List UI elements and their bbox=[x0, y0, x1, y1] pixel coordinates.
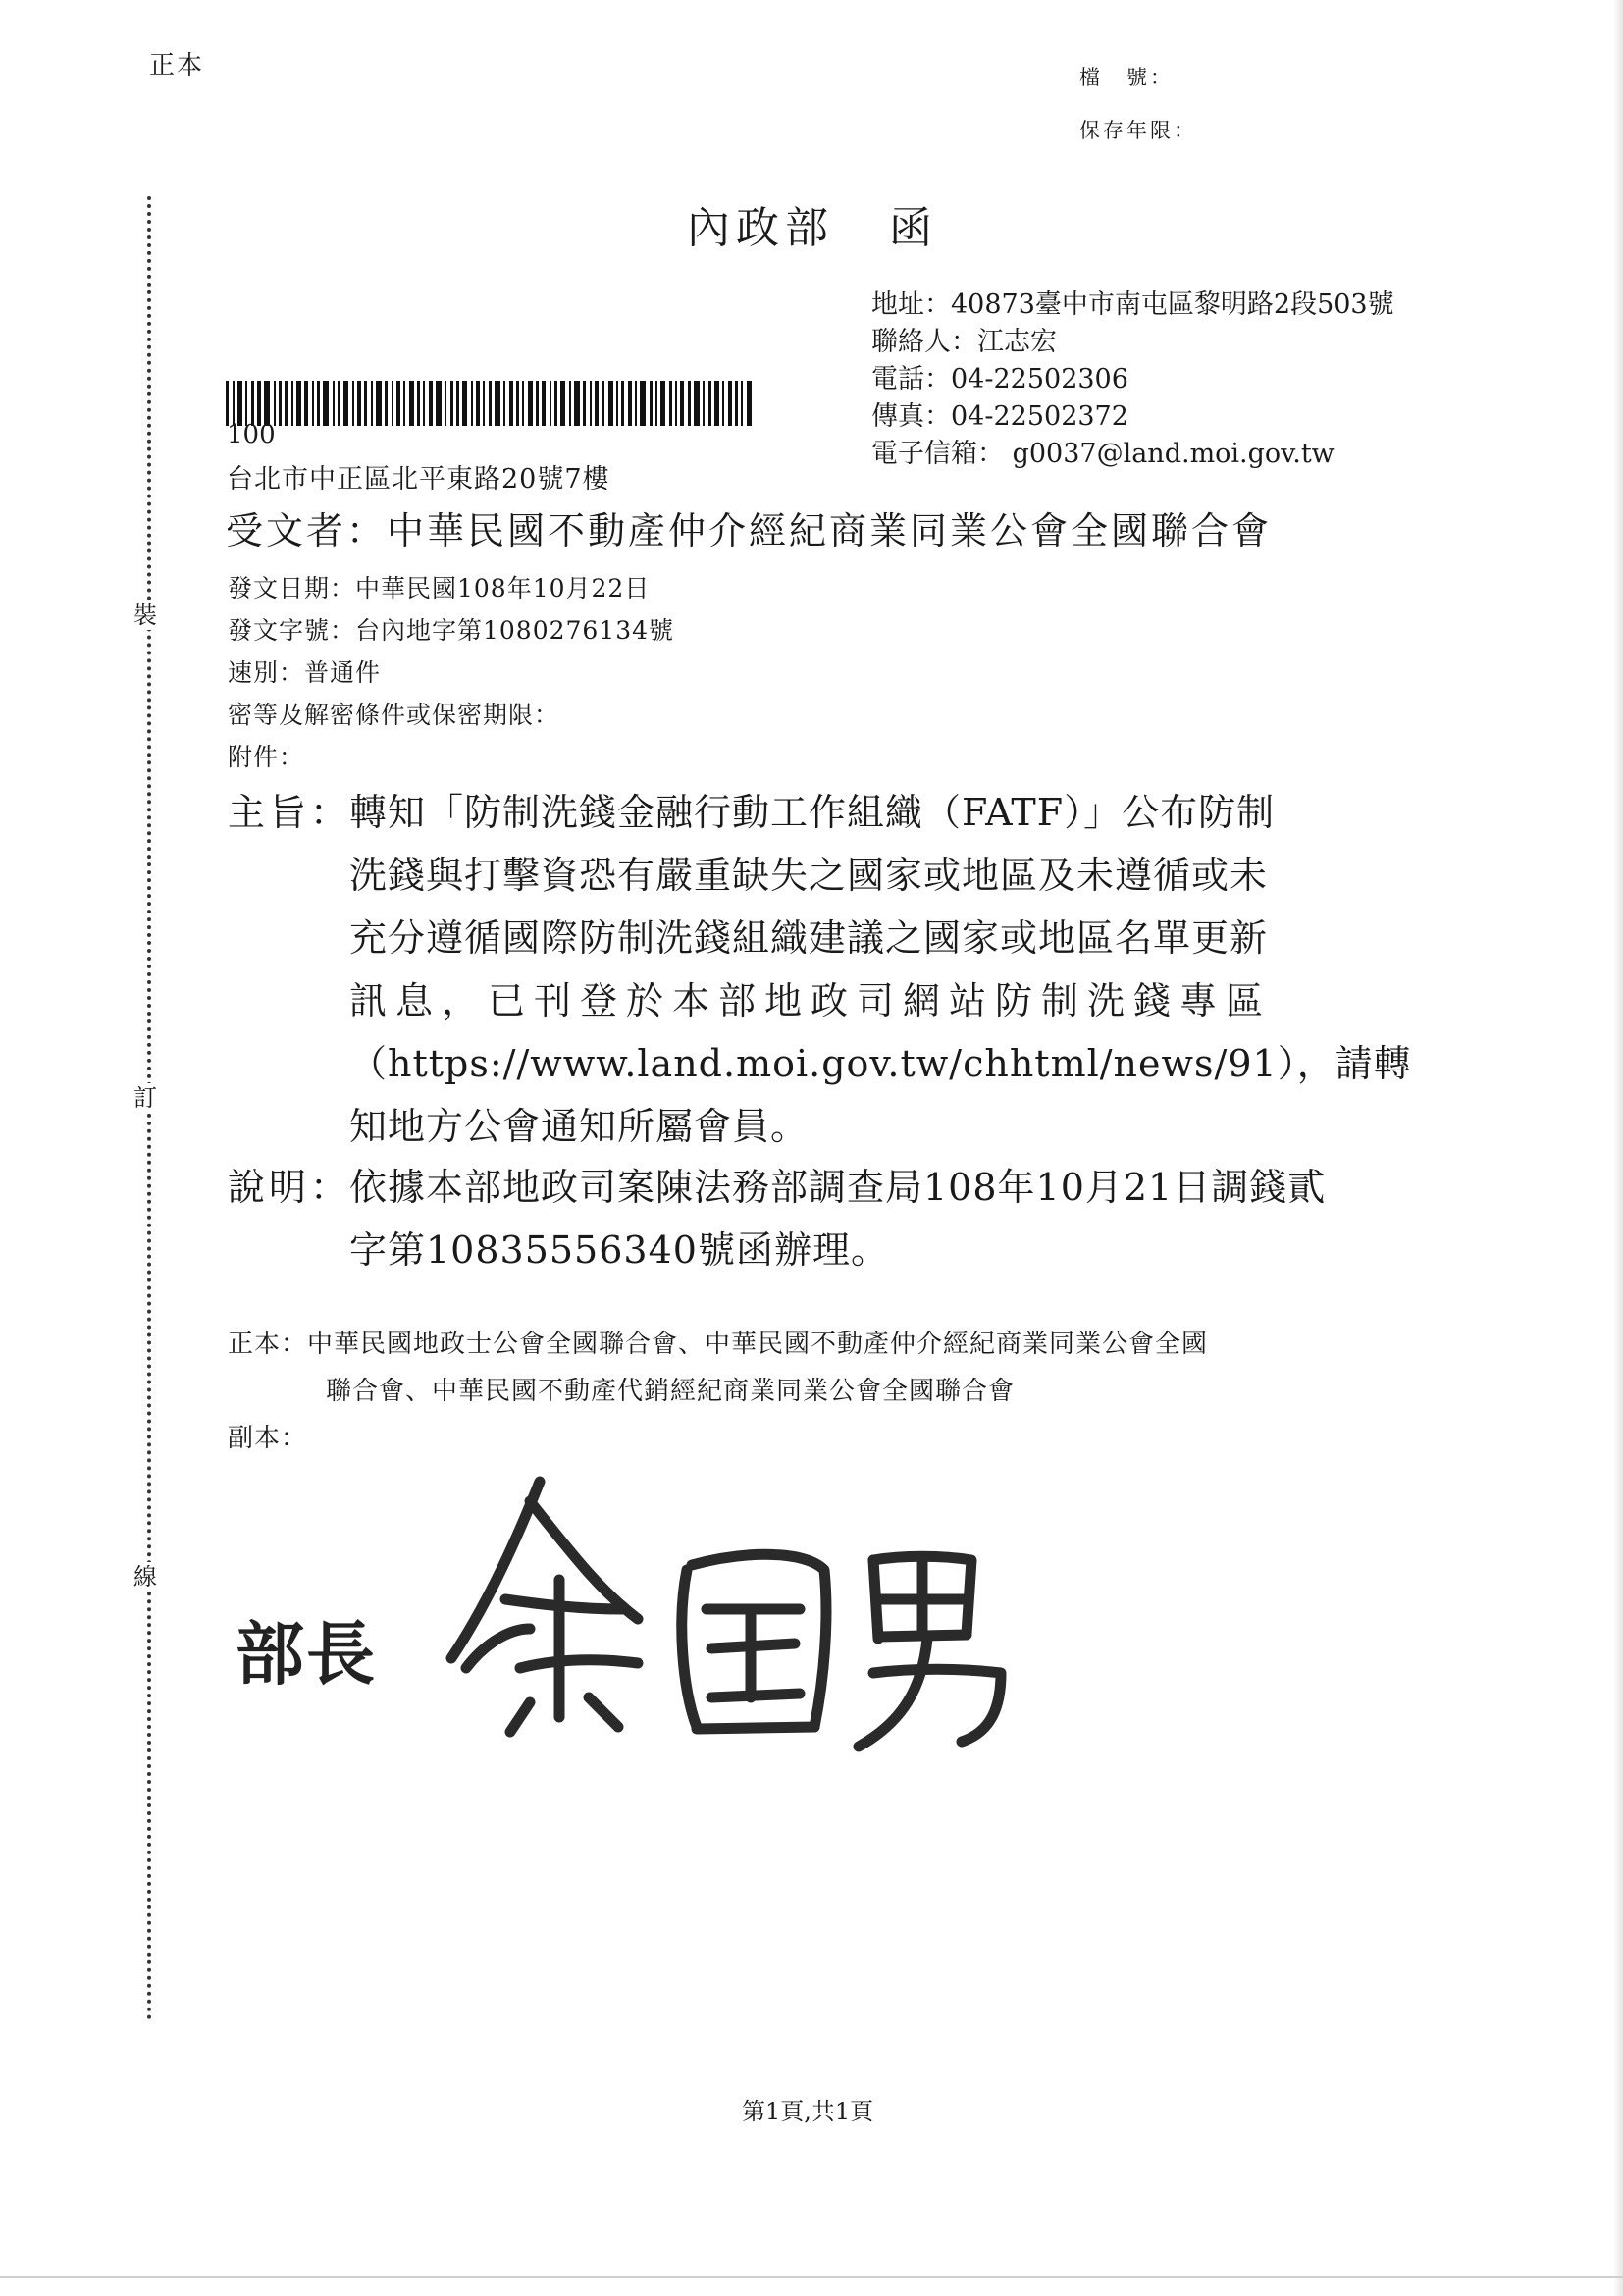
recipient: 受文者：中華民國不動產仲介經紀商業同業公會全國聯合會 bbox=[226, 509, 1273, 552]
barcode-bar bbox=[608, 381, 613, 426]
barcode-bar bbox=[569, 381, 571, 426]
title-type: 函 bbox=[889, 203, 938, 253]
barcode-bar bbox=[471, 381, 473, 426]
contact-person: 聯絡人：江志宏 bbox=[871, 327, 1057, 357]
barcode-bar bbox=[417, 381, 420, 426]
barcode-bar bbox=[509, 381, 513, 426]
issue-date: 發文日期：中華民國108年10月22日 bbox=[228, 574, 651, 602]
barcode-bar bbox=[688, 381, 691, 426]
distribution-block bbox=[228, 1321, 1208, 1462]
barcode-bar bbox=[640, 381, 646, 426]
subject-line-5: （https://www.land.moi.gov.tw/chhtml/news/91），請轉 bbox=[349, 1042, 1412, 1085]
barcode-bar bbox=[595, 381, 599, 426]
barcode-bar bbox=[483, 381, 485, 426]
barcode-bar bbox=[680, 381, 684, 426]
mailing-address: 台北市中正區北平東路20號7樓 bbox=[227, 464, 610, 495]
barcode-bar bbox=[528, 381, 533, 426]
page-bottom-edge bbox=[0, 2276, 1623, 2278]
barcode-bar bbox=[371, 381, 373, 426]
explanation-label: 說明： bbox=[228, 1166, 352, 1209]
barcode-bar bbox=[542, 381, 546, 426]
barcode-bar bbox=[279, 381, 282, 426]
subject-section bbox=[228, 781, 1412, 1158]
barcode-bar bbox=[376, 381, 382, 426]
explanation-line-2: 字第10835556340號函辦理。 bbox=[349, 1228, 889, 1272]
barcode-bar bbox=[621, 381, 624, 426]
barcode-bar bbox=[409, 381, 414, 426]
subject-line-1: 轉知「防制洗錢金融行動工作組織（FATF）」公布防制 bbox=[349, 791, 1276, 834]
subject-label: 主旨： bbox=[228, 791, 352, 834]
barcode-bar bbox=[590, 381, 592, 426]
barcode-bar bbox=[392, 381, 393, 426]
page-edge-shadow bbox=[1613, 0, 1623, 2296]
contact-address: 地址：40873臺中市南屯區黎明路2段503號 bbox=[871, 289, 1394, 320]
mailing-zip: 100 bbox=[227, 420, 276, 449]
barcode-bar bbox=[560, 381, 565, 426]
barcode-bar bbox=[583, 381, 586, 426]
barcode-bar bbox=[503, 381, 505, 426]
barcode-bar bbox=[741, 381, 743, 426]
explanation-section bbox=[228, 1156, 1326, 1281]
barcode-bar bbox=[660, 381, 665, 426]
contact-fax: 傳真：04-22502372 bbox=[871, 401, 1128, 432]
barcode-bar bbox=[628, 381, 632, 426]
copy-mark: 正本 bbox=[149, 51, 205, 80]
barcode-bar bbox=[714, 381, 719, 426]
barcode-bar bbox=[429, 381, 433, 426]
copy-recipients: 副本： bbox=[228, 1424, 308, 1453]
contact-block bbox=[871, 287, 1394, 473]
barcode-bar bbox=[456, 381, 459, 426]
barcode-bar bbox=[436, 381, 442, 426]
minister-signature bbox=[412, 1462, 1021, 1756]
barcode-bar bbox=[450, 381, 453, 426]
binding-char-zhuang: 裝 bbox=[133, 601, 157, 629]
barcode-bar bbox=[396, 381, 400, 426]
barcode-bar bbox=[728, 381, 732, 426]
barcode-bar bbox=[516, 381, 519, 426]
barcode-bar bbox=[650, 381, 653, 426]
document-title bbox=[687, 192, 938, 255]
original-recipients-2: 聯合會、中華民國不動產代銷經紀商業同業公會全國聯合會 bbox=[326, 1377, 1016, 1406]
barcode-bar bbox=[385, 381, 388, 426]
retention-label: 保存年限： bbox=[1079, 119, 1197, 142]
barcode-bar bbox=[735, 381, 738, 426]
barcode-bar bbox=[616, 381, 618, 426]
secrecy-level: 密等及解密條件或保密期限： bbox=[228, 701, 560, 729]
barcode bbox=[226, 381, 793, 426]
barcode-bar bbox=[635, 381, 637, 426]
original-recipients-1: 正本：中華民國地政士公會全國聯合會、中華民國不動產仲介經紀商業同業公會全國 bbox=[228, 1330, 1209, 1359]
barcode-bar bbox=[285, 381, 288, 426]
barcode-bar bbox=[291, 381, 293, 426]
minister-title: 部長 bbox=[236, 1613, 377, 1695]
barcode-bar bbox=[296, 381, 301, 426]
barcode-bar bbox=[602, 381, 604, 426]
barcode-bar bbox=[574, 381, 580, 426]
barcode-bar bbox=[364, 381, 367, 426]
subject-line-4: 訊息，已刊登於本部地政司網站防制洗錢專區 bbox=[349, 979, 1273, 1022]
barcode-bar bbox=[323, 381, 329, 426]
doc-number: 發文字號：台內地字第1080276134號 bbox=[228, 616, 675, 645]
barcode-bar bbox=[703, 381, 705, 426]
barcode-bar bbox=[694, 381, 700, 426]
barcode-bar bbox=[708, 381, 711, 426]
barcode-bar bbox=[312, 381, 314, 426]
barcode-bar bbox=[403, 381, 405, 426]
barcode-bar bbox=[423, 381, 425, 426]
subject-line-3: 充分遵循國際防制洗錢組織建議之國家或地區名單更新 bbox=[349, 916, 1269, 960]
barcode-bar bbox=[462, 381, 467, 426]
barcode-bar bbox=[536, 381, 539, 426]
barcode-bar bbox=[338, 381, 340, 426]
signature-name: 徐國勇 bbox=[412, 1462, 415, 1463]
barcode-bar bbox=[343, 381, 348, 426]
barcode-bar bbox=[476, 381, 480, 426]
barcode-bar bbox=[304, 381, 308, 426]
barcode-bar bbox=[522, 381, 524, 426]
attachment: 附件： bbox=[228, 743, 305, 771]
file-meta bbox=[1079, 51, 1197, 157]
barcode-bar bbox=[333, 381, 335, 426]
title-agency: 內政部 bbox=[687, 203, 834, 253]
barcode-bar bbox=[352, 381, 354, 426]
contact-email: 電子信箱： g0037@land.moi.gov.tw bbox=[871, 439, 1335, 469]
page-number: 第1頁,共1頁 bbox=[742, 2098, 874, 2125]
barcode-bar bbox=[445, 381, 446, 426]
barcode-bar bbox=[550, 381, 551, 426]
binding-char-ding: 訂 bbox=[133, 1084, 157, 1112]
barcode-bar bbox=[675, 381, 677, 426]
explanation-line-1: 依據本部地政司案陳法務部調查局108年10月21日調錢貳 bbox=[349, 1166, 1327, 1209]
barcode-bar bbox=[554, 381, 557, 426]
contact-phone: 電話：04-22502306 bbox=[871, 364, 1128, 394]
meta-block bbox=[228, 567, 674, 778]
barcode-bar bbox=[357, 381, 361, 426]
speed-class: 速別：普通件 bbox=[228, 658, 382, 687]
file-number-label: 檔 號： bbox=[1079, 66, 1174, 89]
barcode-bar bbox=[722, 381, 724, 426]
barcode-bar bbox=[669, 381, 672, 426]
subject-line-2: 洗錢與打擊資恐有嚴重缺失之國家或地區及未遵循或未 bbox=[349, 854, 1269, 897]
subject-line-6: 知地方公會通知所屬會員。 bbox=[349, 1105, 810, 1148]
barcode-bar bbox=[317, 381, 320, 426]
barcode-bar bbox=[655, 381, 657, 426]
binding-char-xian: 線 bbox=[133, 1563, 157, 1591]
barcode-bar bbox=[747, 381, 752, 426]
barcode-bar bbox=[489, 381, 492, 426]
barcode-bar bbox=[495, 381, 500, 426]
